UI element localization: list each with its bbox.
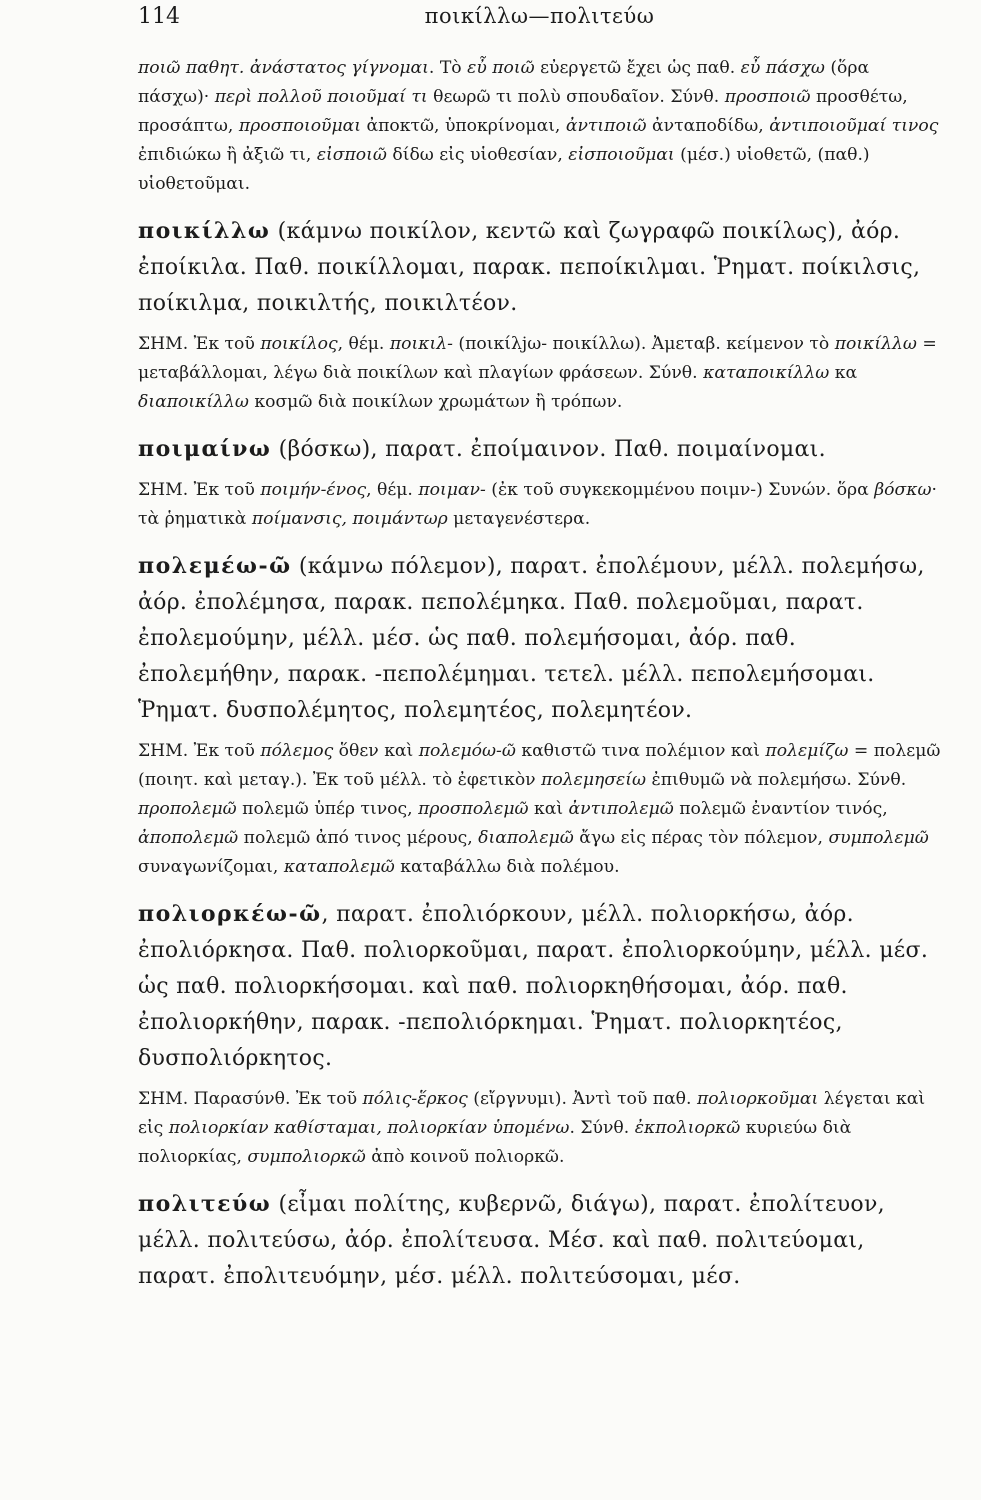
entry-list [138,213,941,1295]
italic-term: εἰσποιῶ [316,145,387,165]
italic-term: εἰσποιοῦμαι [568,145,675,165]
italic-term: βόσκω [874,480,932,500]
text-run: πολεμῶ ἀπό τινος μέρους, [238,828,479,848]
text-run: πολεμῶ ἐναντίον τινός, [673,799,888,819]
text-run: ΣΗΜ. Παρασύνθ. Ἐκ τοῦ [138,1089,363,1109]
text-run: δίδω εἰς υἱοθεσίαν, [386,145,569,165]
entry-body: (βόσκω), παρατ. ἐποίμαινον. Παθ. ποιμαίνομαι. [271,437,826,462]
entry-definition [138,896,941,1077]
italic-term: ἐκπολιορκῶ [634,1118,741,1138]
text-run: ἄγω εἰς πέρας τὸν πόλεμον, [573,828,829,848]
entry-lemma: ποικίλλω [138,218,271,244]
entry-definition [138,1186,941,1295]
italic-term: ποιῶ παθητ. ἀνάστατος γίγνομαι [138,58,429,78]
italic-term: συμπολιορκῶ [247,1147,366,1167]
italic-term: διαποικίλλω [138,392,249,412]
continuation-paragraph [138,54,941,199]
entry-note [138,476,941,534]
running-head: ποικίλλω—πολιτεύω [424,4,655,28]
entry-lemma: πολιτεύω [138,1191,272,1217]
dictionary-entry [138,896,941,1172]
dictionary-entry [138,1186,941,1295]
text-run: (εἴργνυμι). Ἀντὶ τοῦ παθ. [467,1089,697,1109]
text-run: προσθέτω, προσάπτω, [138,87,908,136]
italic-term: πολεμόω-ῶ [418,741,516,761]
text-run: καὶ [528,799,569,819]
text-run: ΣΗΜ. Ἐκ τοῦ [138,480,261,500]
text-run: (ὅρα πάσχω)· [138,58,870,107]
text-run: · τὰ ῥηματικὰ [138,480,938,529]
italic-term: διαπολεμῶ [478,828,574,848]
page-content [138,54,941,1295]
page-header [138,4,941,38]
text-run: μεταγενέστερα. [447,509,591,529]
text-run: πολεμῶ ὑπέρ τινος, [236,799,419,819]
text-run: ὅθεν καὶ [333,741,419,761]
italic-term: εὖ πάσχω [740,58,825,78]
text-run: ΣΗΜ. Ἐκ τοῦ [138,741,261,761]
italic-term: ἀντιποιῶ [565,116,647,136]
italic-term: ποιμήν-ένος [260,480,367,500]
entry-note [138,1085,941,1172]
entry-note [138,737,941,882]
entry-lemma: ποιμαίνω [138,436,272,462]
italic-term: ἀποπολεμῶ [138,828,239,848]
entry-note [138,330,941,417]
italic-term: ποίμανσις, ποιμάντωρ [251,509,448,529]
entry-body: , παρατ. ἐπολιόρκουν, μέλλ. πολιορκήσω, ἀόρ. ἐπολιόρκησα. Παθ. πολιορκοῦμαι, παρατ. ἐπολιορκούμην, μέλλ. μέσ. ὡς παθ. πολιορκήσομαι. καὶ παθ. πολιορκηθήσομαι, ἀόρ. παθ. ἐπολιορκήθην, παρακ. -πεπολιόρκημαι. Ῥηματ. πολιορκητέος, δυσπολιόρκητος. [138,902,929,1071]
text-run: , θέμ. [366,480,419,500]
dictionary-entry [138,213,941,417]
text-run: ἀνταποδίδω, [646,116,770,136]
italic-term: ποικίλλω [834,334,917,354]
text-run: καθιστῶ τινα πολέμιον καὶ [515,741,766,761]
italic-term: πόλεμος [260,741,334,761]
text-run: . Σύνθ. [569,1118,635,1138]
text-run: = μεταβάλλομαι, λέγω διὰ ποικίλων καὶ πλαγίων φράσεων. Σύνθ. [138,334,937,383]
italic-term: προσποιοῦμαι [238,116,362,136]
text-run: κοσμῶ διὰ ποικίλων χρωμάτων ἢ τρόπων. [248,392,623,412]
entry-definition [138,213,941,322]
dictionary-entry [138,431,941,534]
entry-definition [138,431,941,468]
page-number: 114 [138,4,180,29]
text-run: λέγεται καὶ εἰς [138,1089,926,1138]
text-run: ἀποκτῶ, ὑποκρίνομαι, [361,116,566,136]
text-run: (ποικίλjω- ποικίλλω). Ἀμεταβ. κείμενον τὸ [452,334,835,354]
text-run: εὐεργετῶ ἔχει ὡς παθ. [534,58,741,78]
text-run: κυριεύω διὰ πολιορκίας, [138,1118,852,1167]
italic-term: πολιορκίαν καθίσταμαι, πολιορκίαν ὑπομένω [168,1118,570,1138]
text-run: (ἐκ τοῦ συγκεκομμένου ποιμν-) Συνών. ὅρα [485,480,875,500]
text-run: . Τὸ [428,58,468,78]
entry-definition [138,548,941,729]
italic-term: καταποικίλλω [703,363,830,383]
text-run: (μέσ.) υἱοθετῶ, (παθ.) υἱοθετοῦμαι. [138,145,870,194]
italic-term: προπολεμῶ [138,799,237,819]
text-run: συναγωνίζομαι, [138,857,284,877]
entry-body: (κάμνω ποικίλον, κεντῶ καὶ ζωγραφῶ ποικίλως), ἀόρ. ἐποίκιλα. Παθ. ποικίλλομαι, παρακ. πεποίκιλμαι. Ῥηματ. ποίκιλσις, ποίκιλμα, ποικιλτής, ποικιλτέον. [138,219,921,316]
italic-term: εὖ ποιῶ [467,58,535,78]
dictionary-entry [138,548,941,882]
italic-term: πολεμησείω [541,770,647,790]
text-run: καταβάλλω διὰ πολέμου. [394,857,620,877]
italic-term: πόλις-ἕρκος [362,1089,468,1109]
italic-term: προσπολεμῶ [418,799,529,819]
text-run: ἀπὸ κοινοῦ πολιορκῶ. [365,1147,565,1167]
italic-term: πολιορκοῦμαι [696,1089,819,1109]
italic-term: ποικιλ- [389,334,453,354]
italic-term: ποικίλος [260,334,338,354]
text-run: ἐπιδιώκω ἢ ἀξιῶ τι, [138,145,317,165]
entry-body: (εἶμαι πολίτης, κυβερνῶ, διάγω), παρατ. ἐπολίτευον, μέλλ. πολιτεύσω, ἀόρ. ἐπολίτευσα. Μέσ. καὶ παθ. πολιτεύομαι, παρατ. ἐπολιτευόμην, μέσ. μέλλ. πολιτεύσομαι, μέσ. [138,1192,885,1289]
text-run: ἐπιθυμῶ νὰ πολεμήσω. Σύνθ. [646,770,907,790]
text-run: ΣΗΜ. Ἐκ τοῦ [138,334,261,354]
italic-term: προσποιῶ [724,87,811,107]
italic-term: ἀντιποιοῦμαί τινος [769,116,939,136]
entry-lemma: πολεμέω-ῶ [138,553,292,579]
text-run: κα [829,363,858,383]
entry-lemma: πολιορκέω-ῶ [138,901,322,927]
italic-term: καταπολεμῶ [283,857,395,877]
italic-term: ἀντιπολεμῶ [568,799,674,819]
italic-term: συμπολεμῶ [828,828,929,848]
text-run: = πολεμῶ (ποιητ. καὶ μεταγ.). Ἐκ τοῦ μέλλ. τὸ ἐφετικὸν [138,741,941,790]
text-run: θεωρῶ τι πολὺ σπουδαῖον. Σύνθ. [427,87,725,107]
italic-term: πολεμίζω [765,741,849,761]
entry-body: (κάμνω πόλεμον), παρατ. ἐπολέμουν, μέλλ. πολεμήσω, ἀόρ. ἐπολέμησα, παρακ. πεπολέμηκα. Παθ. πολεμοῦμαι, παρατ. ἐπολεμούμην, μέλλ. μέσ. ὡς παθ. πολεμήσομαι, ἀόρ. παθ. ἐπολεμήθην, παρακ. -πεπολέμημαι. τετελ. μέλλ. πεπολεμήσομαι. Ῥηματ. δυσπολέμητος, πολεμητέος, πολεμητέον. [138,554,925,723]
italic-term: ποιμαν- [418,480,486,500]
text-run: , θέμ. [337,334,390,354]
italic-term: περὶ πολλοῦ ποιοῦμαί τι [214,87,428,107]
